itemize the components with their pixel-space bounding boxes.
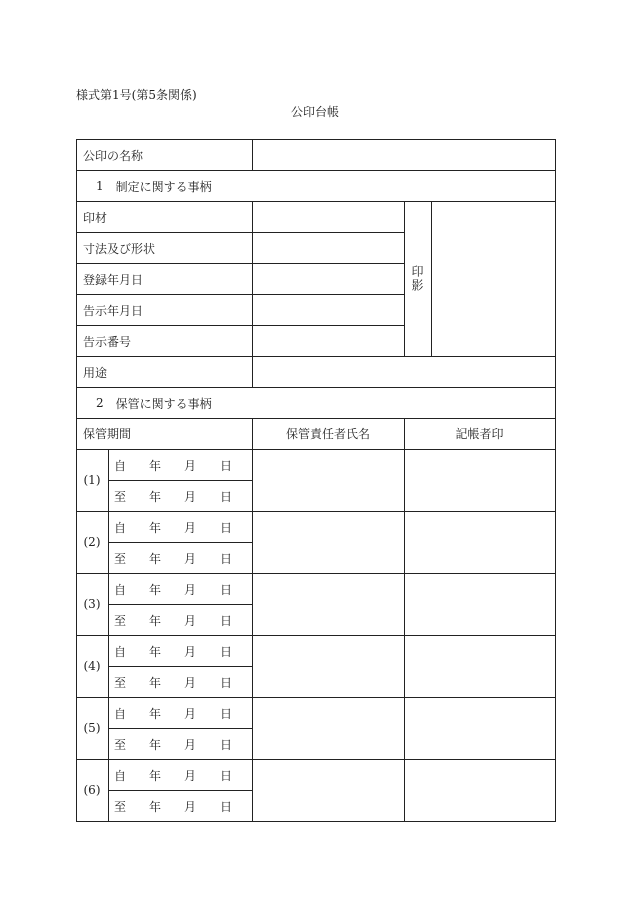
entry-index: (4) (83, 659, 101, 673)
from-label: 自 (113, 459, 127, 473)
section-2-number: 2 (96, 396, 104, 410)
day-label: 日 (219, 738, 233, 752)
table-rule (76, 201, 556, 202)
table-border (76, 821, 556, 822)
to-label: 至 (113, 490, 127, 504)
section-1-number: 1 (96, 179, 104, 193)
year-label: 年 (148, 459, 162, 473)
to-label: 至 (113, 676, 127, 690)
day-label: 日 (219, 552, 233, 566)
manager-name-field[interactable] (253, 573, 403, 635)
table-border (76, 139, 77, 822)
from-label: 自 (113, 583, 127, 597)
table-rule (404, 201, 405, 357)
table-rule (76, 387, 556, 388)
year-label: 年 (148, 769, 162, 783)
manager-name-field[interactable] (253, 697, 403, 759)
month-label: 月 (183, 552, 197, 566)
table-rule (76, 511, 556, 512)
table-border (76, 139, 556, 140)
seal-impression-label (404, 202, 431, 356)
section-2-heading (76, 388, 555, 418)
day-label: 日 (219, 614, 233, 628)
from-date-row[interactable] (109, 573, 252, 604)
to-date-row[interactable] (109, 666, 252, 697)
table-rule (76, 697, 556, 698)
header-manager-name: 保管責任者氏名 (285, 427, 370, 441)
from-label: 自 (113, 645, 127, 659)
purpose-label: 用途 (83, 365, 108, 380)
table-rule (108, 480, 253, 481)
year-label: 年 (148, 738, 162, 752)
day-label: 日 (219, 583, 233, 597)
size-shape-field[interactable] (253, 233, 403, 263)
table-rule (108, 728, 253, 729)
day-label: 日 (219, 490, 233, 504)
from-label: 自 (113, 521, 127, 535)
section-1-heading (76, 171, 555, 201)
seal-impression-box[interactable] (432, 202, 555, 356)
year-label: 年 (148, 583, 162, 597)
month-label: 月 (183, 800, 197, 814)
table-rule (76, 170, 556, 171)
table-rule (252, 201, 253, 388)
to-date-row[interactable] (109, 542, 252, 573)
seal-material-label: 印材 (83, 210, 108, 225)
table-rule (76, 573, 556, 574)
month-label: 月 (183, 676, 197, 690)
table-rule (76, 759, 556, 760)
to-date-row[interactable] (109, 480, 252, 511)
table-rule (252, 418, 253, 822)
year-label: 年 (148, 552, 162, 566)
entry-index: (6) (83, 783, 101, 797)
month-label: 月 (183, 614, 197, 628)
from-date-row[interactable] (109, 449, 252, 480)
notice-date-label: 告示年月日 (83, 303, 144, 318)
to-label: 至 (113, 614, 127, 628)
from-date-row[interactable] (109, 635, 252, 666)
table-rule (252, 139, 253, 171)
to-label: 至 (113, 738, 127, 752)
table-rule (108, 604, 253, 605)
recorder-seal-field[interactable] (404, 635, 555, 697)
day-label: 日 (219, 645, 233, 659)
table-rule (76, 294, 404, 295)
table-border (555, 139, 556, 822)
seal-material-field[interactable] (253, 202, 403, 232)
section-1-label: 制定に関する事柄 (115, 179, 212, 194)
from-date-row[interactable] (109, 697, 252, 728)
year-label: 年 (148, 800, 162, 814)
entry-index: (5) (83, 721, 101, 735)
year-label: 年 (148, 521, 162, 535)
year-label: 年 (148, 614, 162, 628)
manager-name-field[interactable] (253, 759, 403, 821)
table-rule (108, 666, 253, 667)
table-rule (76, 449, 556, 450)
year-label: 年 (148, 707, 162, 721)
recorder-seal-field[interactable] (404, 449, 555, 511)
to-label: 至 (113, 552, 127, 566)
table-rule (76, 263, 404, 264)
manager-name-field[interactable] (253, 511, 403, 573)
month-label: 月 (183, 707, 197, 721)
recorder-seal-field[interactable] (404, 759, 555, 821)
header-period: 保管期間 (83, 427, 132, 441)
entry-index: (2) (83, 535, 101, 549)
purpose-field[interactable] (253, 357, 555, 387)
month-label: 月 (183, 521, 197, 535)
manager-name-field[interactable] (253, 635, 403, 697)
from-date-row[interactable] (109, 511, 252, 542)
table-rule (108, 542, 253, 543)
year-label: 年 (148, 645, 162, 659)
table-rule (108, 790, 253, 791)
table-rule (76, 418, 556, 419)
month-label: 月 (183, 738, 197, 752)
table-rule (404, 418, 405, 822)
entry-index: (1) (83, 473, 101, 487)
day-label: 日 (219, 459, 233, 473)
seal-impression-text: 印影 (410, 265, 424, 293)
month-label: 月 (183, 583, 197, 597)
year-label: 年 (148, 676, 162, 690)
month-label: 月 (183, 769, 197, 783)
recorder-seal-field[interactable] (404, 697, 555, 759)
from-date-row[interactable] (109, 759, 252, 790)
manager-name-field[interactable] (253, 449, 403, 511)
to-date-row[interactable] (109, 790, 252, 821)
day-label: 日 (219, 800, 233, 814)
day-label: 日 (219, 676, 233, 690)
notice-date-field[interactable] (253, 295, 403, 325)
table-rule (76, 232, 404, 233)
recorder-seal-field[interactable] (404, 573, 555, 635)
form-number: 様式第1号(第5条関係) (76, 88, 197, 102)
table-rule (431, 201, 432, 357)
recorder-seal-field[interactable] (404, 511, 555, 573)
seal-name-label: 公印の名称 (83, 148, 144, 163)
table-rule (76, 356, 556, 357)
month-label: 月 (183, 490, 197, 504)
day-label: 日 (219, 707, 233, 721)
seal-name-field[interactable] (253, 140, 555, 170)
registration-date-field[interactable] (253, 264, 403, 294)
entry-index: (3) (83, 597, 101, 611)
year-label: 年 (148, 490, 162, 504)
notice-number-label: 告示番号 (83, 334, 132, 349)
month-label: 月 (183, 645, 197, 659)
to-label: 至 (113, 800, 127, 814)
size-shape-label: 寸法及び形状 (83, 241, 156, 256)
from-label: 自 (113, 707, 127, 721)
header-recorder-seal: 記帳者印 (455, 427, 504, 441)
table-rule (108, 449, 109, 822)
day-label: 日 (219, 521, 233, 535)
registration-date-label: 登録年月日 (83, 272, 144, 287)
table-rule (76, 325, 404, 326)
notice-number-field[interactable] (253, 326, 403, 356)
from-label: 自 (113, 769, 127, 783)
month-label: 月 (183, 459, 197, 473)
to-date-row[interactable] (109, 728, 252, 759)
to-date-row[interactable] (109, 604, 252, 635)
day-label: 日 (219, 769, 233, 783)
table-rule (76, 635, 556, 636)
document-title: 公印台帳 (290, 105, 339, 119)
section-2-label: 保管に関する事柄 (115, 396, 212, 411)
